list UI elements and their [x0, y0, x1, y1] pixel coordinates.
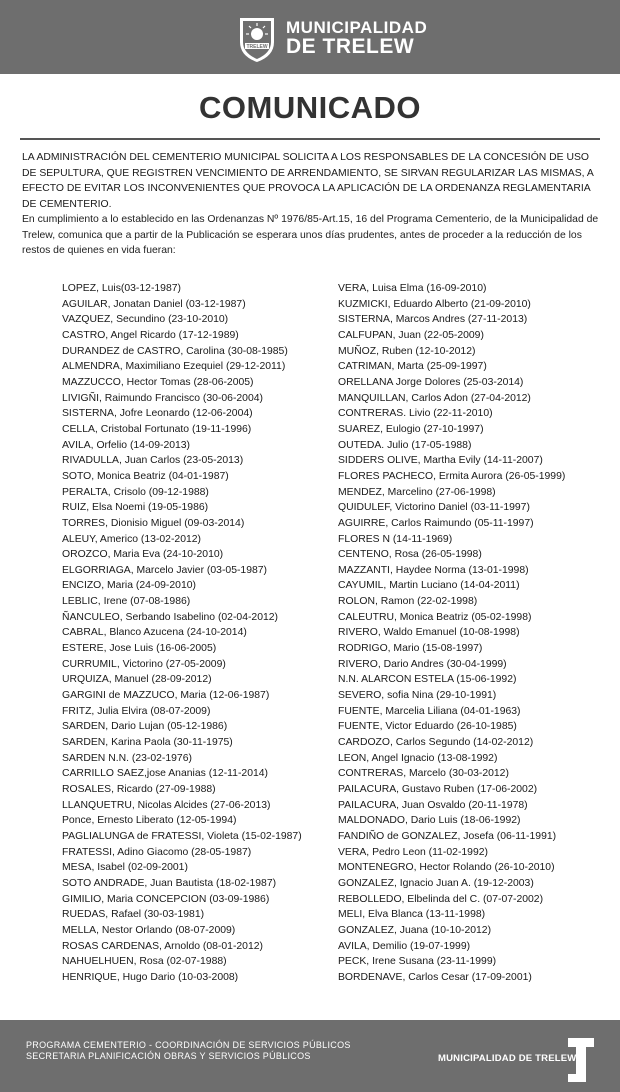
list-item: KUZMICKI, Eduardo Alberto (21-09-2010): [338, 298, 531, 310]
list-item: RIVERO, Dario Andres (30-04-1999): [338, 658, 507, 670]
trelew-t-icon: [566, 1036, 596, 1084]
list-item: CALEUTRU, Monica Beatriz (05-02-1998): [338, 611, 532, 623]
list-item: ENCIZO, Maria (24-09-2010): [62, 580, 196, 592]
list-item: PAILACURA, Juan Osvaldo (20-11-1978): [338, 799, 528, 811]
list-item: ELGORRIAGA, Marcelo Javier (03-05-1987): [62, 564, 268, 576]
list-item: FRITZ, Julia Elvira (08-07-2009): [62, 705, 211, 717]
list-item: CASTRO, Angel Ricardo (17-12-1989): [62, 329, 239, 341]
list-item: GONZALEZ, Juana (10-10-2012): [338, 924, 492, 936]
shield-icon: [236, 12, 278, 64]
list-item: RUEDAS, Rafael (30-03-1981): [62, 909, 205, 921]
names-list-right: [338, 281, 565, 986]
list-item: MELLA, Nestor Orlando (08-07-2009): [62, 924, 236, 936]
list-item: GIMILIO, Maria CONCEPCION (03-09-1986): [62, 893, 270, 905]
list-item: QUIDULEF, Victorino Daniel (03-11-1997): [338, 502, 530, 514]
list-item: RODRIGO, Mario (15-08-1997): [338, 643, 483, 655]
list-item: AVILA, Demilio (19-07-1999): [338, 940, 471, 952]
list-item: FUENTE, Marcelia Liliana (04-01-1963): [338, 705, 521, 717]
list-item: MANQUILLAN, Carlos Adon (27-04-2012): [338, 392, 531, 404]
list-item: SISTERNA, Jofre Leonardo (12-06-2004): [62, 408, 253, 420]
list-item: FUENTE, Victor Eduardo (26-10-1985): [338, 721, 517, 733]
list-item: LIVIGÑI, Raimundo Francisco (30-06-2004): [62, 392, 263, 404]
list-item: TORRES, Dionisio Miguel (09-03-2014): [62, 517, 245, 529]
list-item: CURRUMIL, Victorino (27-05-2009): [62, 658, 226, 670]
list-item: SEVERO, sofia Nina (29-10-1991): [338, 690, 497, 702]
footer-text: [26, 1040, 351, 1062]
list-item: CABRAL, Blanco Azucena (24-10-2014): [62, 627, 247, 639]
list-item: CARRILLO SAEZ,jose Ananias (12-11-2014): [62, 768, 268, 780]
list-item: BORDENAVE, Carlos Cesar (17-09-2001): [338, 971, 532, 983]
list-item: Ponce, Ernesto Liberato (12-05-1994): [62, 815, 237, 827]
list-item: SISTERNA, Marcos Andres (27-11-2013): [338, 314, 528, 326]
list-item: CALFUPAN, Juan (22-05-2009): [338, 329, 484, 341]
footer-line2: SECRETARIA PLANIFICACIÓN OBRAS Y SERVICIOS PÚBLICOS: [26, 1051, 311, 1061]
page-title: COMUNICADO: [199, 90, 421, 125]
list-item: MALDONADO, Dario Luis (18-06-1992): [338, 815, 521, 827]
list-item: ESTERE, Jose Luis (16-06-2005): [62, 643, 217, 655]
list-item: ALMENDRA, Maximiliano Ezequiel (29-12-2011): [62, 361, 286, 373]
list-item: N.N. ALARCON ESTELA (15-06-1992): [338, 674, 517, 686]
list-item: CAYUMIL, Martin Luciano (14-04-2011): [338, 580, 520, 592]
list-item: RIVADULLA, Juan Carlos (23-05-2013): [62, 455, 244, 467]
list-item: SOTO, Monica Beatriz (04-01-1987): [62, 470, 229, 482]
footer-brand: MUNICIPALIDAD DE TRELEW: [438, 1053, 577, 1064]
list-item: MONTENEGRO, Hector Rolando (26-10-2010): [338, 862, 555, 874]
list-item: REBOLLEDO, Elbelinda del C. (07-07-2002): [338, 893, 544, 905]
list-item: OROZCO, Maria Eva (24-10-2010): [62, 549, 224, 561]
list-item: LEBLIC, Irene (07-08-1986): [62, 596, 191, 608]
list-item: FLORES PACHECO, Ermita Aurora (26-05-1999): [338, 470, 566, 482]
list-item: URQUIZA, Manuel (28-09-2012): [62, 674, 212, 686]
list-item: PERALTA, Crisolo (09-12-1988): [62, 486, 209, 498]
list-item: ALEUY, Americo (13-02-2012): [62, 533, 201, 545]
intro-legal: En cumplimiento a lo establecido en las Ordenanzas Nº 1976/85-Art.15, 16 del Programa Cementerio, de la Municipalidad de Trelew, comunica que a partir de la Publicación se esperara unos días prudentes, antes de proceder a la reducción de los restos de quienes en vida fueran:: [22, 214, 599, 256]
list-item: AGUILAR, Jonatan Daniel (03-12-1987): [62, 298, 246, 310]
list-item: CONTRERAS, Marcelo (30-03-2012): [338, 768, 509, 780]
list-item: HENRIQUE, Hugo Dario (10-03-2008): [62, 971, 239, 983]
list-item: ROSAS CARDENAS, Arnoldo (08-01-2012): [62, 940, 263, 952]
list-item: MESA, Isabel (02-09-2001): [62, 862, 188, 874]
list-item: CATRIMAN, Marta (25-09-1997): [338, 361, 487, 373]
list-item: FANDIÑO de GONZALEZ, Josefa (06-11-1991): [338, 830, 557, 842]
list-item: GONZALEZ, Ignacio Juan A. (19-12-2003): [338, 877, 534, 889]
list-item: LEON, Angel Ignacio (13-08-1992): [338, 752, 498, 764]
list-item: LLANQUETRU, Nicolas Alcides (27-06-2013): [62, 799, 271, 811]
list-item: SARDEN, Karina Paola (30-11-1975): [62, 737, 233, 749]
list-item: AVILA, Orfelio (14-09-2013): [62, 439, 191, 451]
brand-line1: MUNICIPALIDAD: [286, 18, 428, 37]
list-item: SIDDERS OLIVE, Martha Evily (14-11-2007): [338, 455, 543, 467]
list-item: RIVERO, Waldo Emanuel (10-08-1998): [338, 627, 520, 639]
names-columns: [0, 281, 620, 1001]
list-item: VERA, Luisa Elma (16-09-2010): [338, 283, 487, 294]
footer-banner: [0, 1020, 620, 1092]
list-item: ORELLANA Jorge Dolores (25-03-2014): [338, 376, 524, 388]
list-item: CONTRERAS. Livio (22-11-2010): [338, 408, 493, 420]
header-banner: [0, 0, 620, 74]
list-item: SARDEN N.N. (23-02-1976): [62, 752, 192, 764]
intro-text: [22, 150, 600, 259]
list-item: MAZZANTI, Haydee Norma (13-01-1998): [338, 564, 529, 576]
list-item: VAZQUEZ, Secundino (23-10-2010): [62, 314, 229, 326]
list-item: GARGINI de MAZZUCO, Maria (12-06-1987): [62, 690, 270, 702]
list-item: VERA, Pedro Leon (11-02-1992): [338, 846, 488, 858]
municipality-name: [286, 19, 427, 57]
list-item: FRATESSI, Adino Giacomo (28-05-1987): [62, 846, 252, 858]
list-item: PECK, Irene Susana (23-11-1999): [338, 956, 497, 968]
intro-notice: LA ADMINISTRACIÓN DEL CEMENTERIO MUNICIPAL SOLICITA A LOS RESPONSABLES DE LA CONCESIÓN DE USO DE SEPULTURA, QUE REGISTREN VENCIMIENTO DE ARRENDAMIENTO, SE SIRVAN REGULARIZAR LAS MISMAS, A EFECTO DE EVITAR LOS INCONVENIENTES QUE PROVOCA LA APLICACIÓN DE LA ORDENANZA REGLAMENTARIA DE CEMENTERIO.: [22, 152, 594, 210]
list-item: MAZZUCCO, Hector Tomas (28-06-2005): [62, 376, 254, 388]
list-item: SUAREZ, Eulogio (27-10-1997): [338, 423, 484, 435]
list-item: PAILACURA, Gustavo Ruben (17-06-2002): [338, 784, 538, 795]
list-item: CENTENO, Rosa (26-05-1998): [338, 549, 482, 561]
list-item: SOTO ANDRADE, Juan Bautista (18-02-1987): [62, 877, 277, 889]
list-item: AGUIRRE, Carlos Raimundo (05-11-1997): [338, 517, 534, 529]
list-item: ROSALES, Ricardo (27-09-1988): [62, 784, 216, 795]
list-item: SARDEN, Dario Lujan (05-12-1986): [62, 721, 228, 733]
list-item: ROLON, Ramon (22-02-1998): [338, 596, 478, 608]
names-list-left: [62, 281, 302, 986]
list-item: MENDEZ, Marcelino (27-06-1998): [338, 486, 496, 498]
list-item: ÑANCULEO, Serbando Isabelino (02-04-2012): [62, 611, 279, 623]
footer-line1: PROGRAMA CEMENTERIO - COORDINACIÓN DE SERVICIOS PÚBLICOS: [26, 1040, 351, 1050]
list-item: NAHUELHUEN, Rosa (02-07-1988): [62, 956, 227, 968]
list-item: FLORES N (14-11-1969): [338, 533, 453, 545]
divider: [20, 138, 600, 140]
list-item: PAGLIALUNGA de FRATESSI, Violeta (15-02-1987): [62, 830, 302, 842]
list-item: CARDOZO, Carlos Segundo (14-02-2012): [338, 737, 534, 749]
list-item: CELLA, Cristobal Fortunato (19-11-1996): [62, 423, 252, 435]
shield-text: TRELEW: [246, 44, 268, 50]
list-item: MUÑOZ, Ruben (12-10-2012): [338, 345, 476, 357]
list-item: RUIZ, Elsa Noemi (19-05-1986): [62, 502, 209, 514]
list-item: LOPEZ, Luis(03-12-1987): [62, 283, 181, 294]
list-item: MELI, Elva Blanca (13-11-1998): [338, 909, 486, 921]
brand-line2: DE TRELEW: [286, 35, 415, 58]
list-item: DURANDEZ de CASTRO, Carolina (30-08-1985): [62, 345, 288, 357]
list-item: OUTEDA. Julio (17-05-1988): [338, 439, 472, 451]
municipal-logo: [236, 12, 516, 64]
